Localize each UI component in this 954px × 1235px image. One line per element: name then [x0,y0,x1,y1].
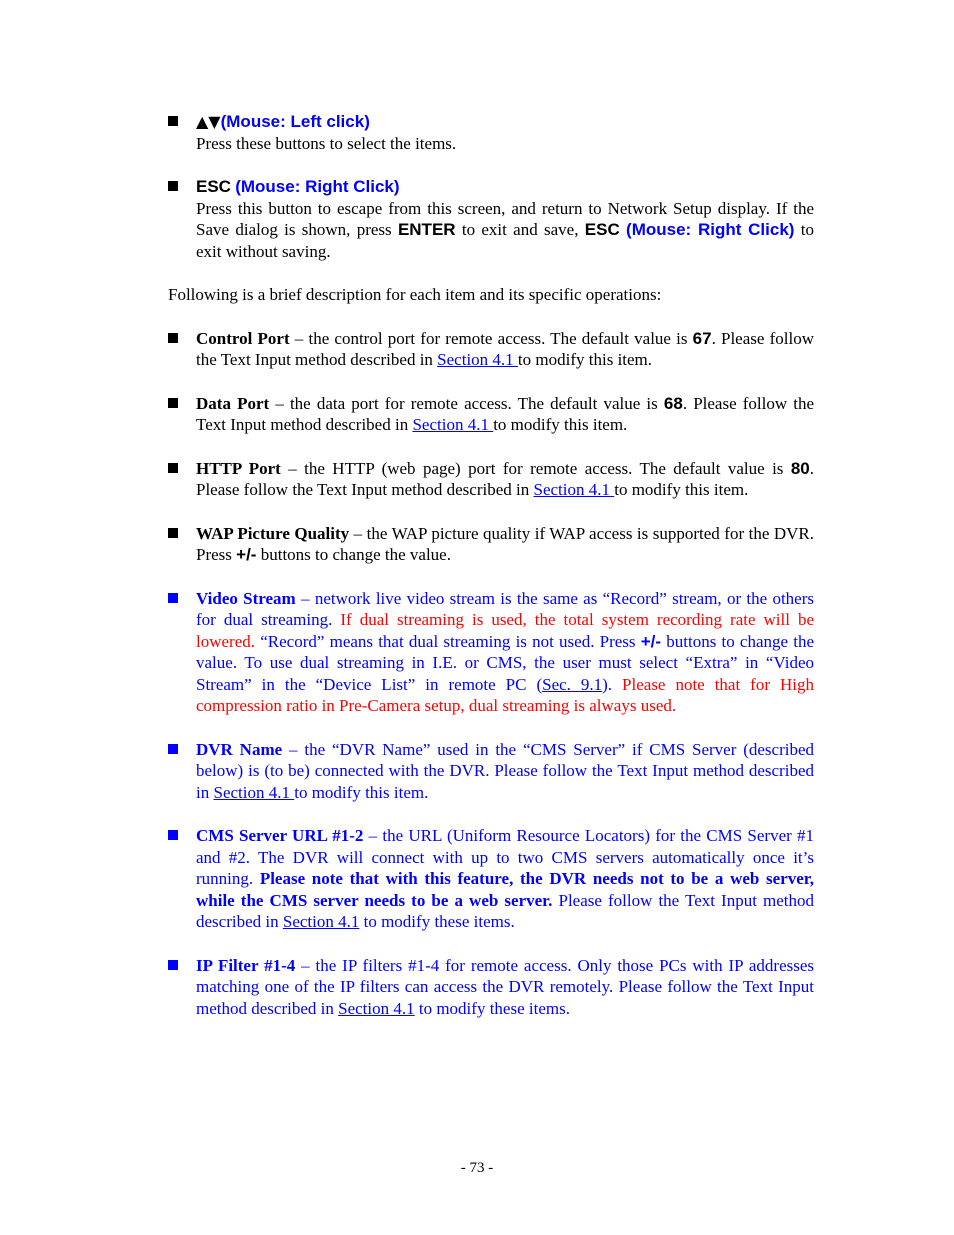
control-port-description-2: . Please follow the Text Input method described in [196,328,814,369]
ip-filter-description-1: – the IP filters #1-4 for remote access. Only those PCs with IP addresses matching one of the IP filters can access the DVR remotely. Please follow the Text Input method described in [196,955,815,1018]
bullet-icon [168,593,178,603]
intro-paragraph: Following is a brief description for each item and its specific operations: [168,285,662,304]
video-stream-description-1: – network live video stream is the same as “Record” stream, or the others for dual streaming. [196,588,815,629]
enter-key-label: ENTER [397,220,456,239]
dvr-name-description-2: to modify this item. [294,782,429,802]
wap-quality-item [168,523,814,566]
control-port-description-1: – the control port for remote access. The default value is [294,328,688,348]
cms-server-url-section-link[interactable]: Section 4.1 [282,912,360,931]
esc-item [168,176,814,262]
ip-filter-title: IP Filter #1-4 [196,955,296,975]
control-port-description-3: to modify this item. [517,350,653,369]
http-port-item [168,458,814,501]
video-stream-section-link[interactable]: Sec. 9.1 [542,674,603,694]
control-port-section-link[interactable]: Section 4.1 [437,350,518,369]
cms-server-url-description-1: – the URL (Uniform Resource Locators) for the CMS Server #1 and #2. The DVR will connect with up to two CMS servers automatically once it’s running. [196,826,814,888]
bullet-icon [168,830,178,840]
video-stream-description-2: “Record” means that dual streaming is not used. Press [260,631,636,651]
bullet-icon [168,744,178,754]
video-stream-warning-1: If dual streaming is used, the total system recording rate will be lowered. [196,610,815,651]
http-port-title: HTTP Port [196,458,281,478]
bullet-icon [168,398,178,408]
bullet-icon [168,528,178,538]
page-number: - 73 - [460,1160,494,1176]
data-port-description-1: – the data port for remote access. The default value is [275,393,658,413]
http-port-section-link[interactable]: Section 4.1 [533,480,615,499]
http-port-default-value: 80 [790,458,810,478]
esc-mouse-label: (Mouse: Right Click) [235,177,400,196]
video-stream-title: Video Stream [196,588,296,608]
control-port-item [168,328,814,371]
video-stream-warning-2: Please note that for High compression ratio in Pre-Camera setup, dual streaming is always used. [196,674,814,715]
cms-server-url-note: Please note that with this feature, the DVR needs not to be a web server, while the CMS server needs to be a web server. [196,869,815,910]
wap-quality-description-1: – the WAP picture quality if WAP access is supported for the DVR. Press [196,523,814,564]
data-port-description-2: . Please follow the Text Input method described in [196,393,815,434]
bullet-icon [168,181,178,191]
dvr-name-item [168,739,814,804]
control-port-title: Control Port [196,328,290,348]
data-port-item [168,393,814,436]
esc-description-2: to exit and save, [461,220,579,239]
ip-filter-section-link[interactable]: Section 4.1 [338,998,415,1018]
plus-minus-key-label: +/- [236,545,257,564]
arrow-keys-description: Press these buttons to select the items. [196,133,457,153]
video-stream-description-4: ). [602,674,613,694]
esc-description-3: to exit without saving. [196,220,814,261]
arrow-keys-icon: ▲▼ [196,112,221,131]
dvr-name-title: DVR Name [196,739,283,759]
plus-minus-key-label: +/- [640,631,662,651]
page-content [168,111,814,1019]
arrow-keys-item [168,111,814,154]
cms-server-url-description-2: Please follow the Text Input method described in [196,890,814,931]
http-port-description-2: . Please follow the Text Input method described in [196,458,815,499]
bullet-icon [168,960,178,970]
http-port-description-3: to modify this item. [614,480,749,499]
cms-server-url-description-3: to modify these items. [363,912,515,931]
wap-quality-description-2: buttons to change the value. [260,545,451,564]
video-stream-item [168,588,814,717]
esc-description-1: Press this button to escape from this screen, and return to Network Setup display. If the Save dialog is shown, press [196,198,814,239]
cms-server-url-item [168,825,814,933]
arrow-mouse-label: (Mouse: Left click) [220,112,370,131]
wap-quality-title: WAP Picture Quality [196,523,350,543]
bullet-icon [168,333,178,343]
esc-key-label: ESC [196,177,231,196]
data-port-section-link[interactable]: Section 4.1 [412,415,494,434]
video-stream-description-3: buttons to change the value. To use dual streaming in I.E. or CMS, the user must select “Extra” in “Video Stream” in the “Device List” in remote PC ( [196,631,815,694]
dvr-name-description-1: – the “DVR Name” used in the “CMS Server” if CMS Server (described below) is (to be) connected with the DVR. Please follow the Text Input method described in [196,739,815,802]
dvr-name-section-link[interactable]: Section 4.1 [213,782,295,802]
bullet-icon [168,116,178,126]
ip-filter-description-2: to modify these items. [418,998,570,1018]
esc-key-label-2: ESC [584,220,620,239]
control-port-default-value: 67 [692,328,712,348]
http-port-description-1: – the HTTP (web page) port for remote access. The default value is [288,458,784,478]
data-port-title: Data Port [196,393,270,413]
ip-filter-item [168,955,814,1020]
cms-server-url-title: CMS Server URL #1-2 [196,826,364,845]
data-port-default-value: 68 [663,393,683,413]
data-port-description-3: to modify this item. [493,415,628,434]
esc-mouse-label-2: (Mouse: Right Click) [626,220,795,239]
bullet-icon [168,463,178,473]
